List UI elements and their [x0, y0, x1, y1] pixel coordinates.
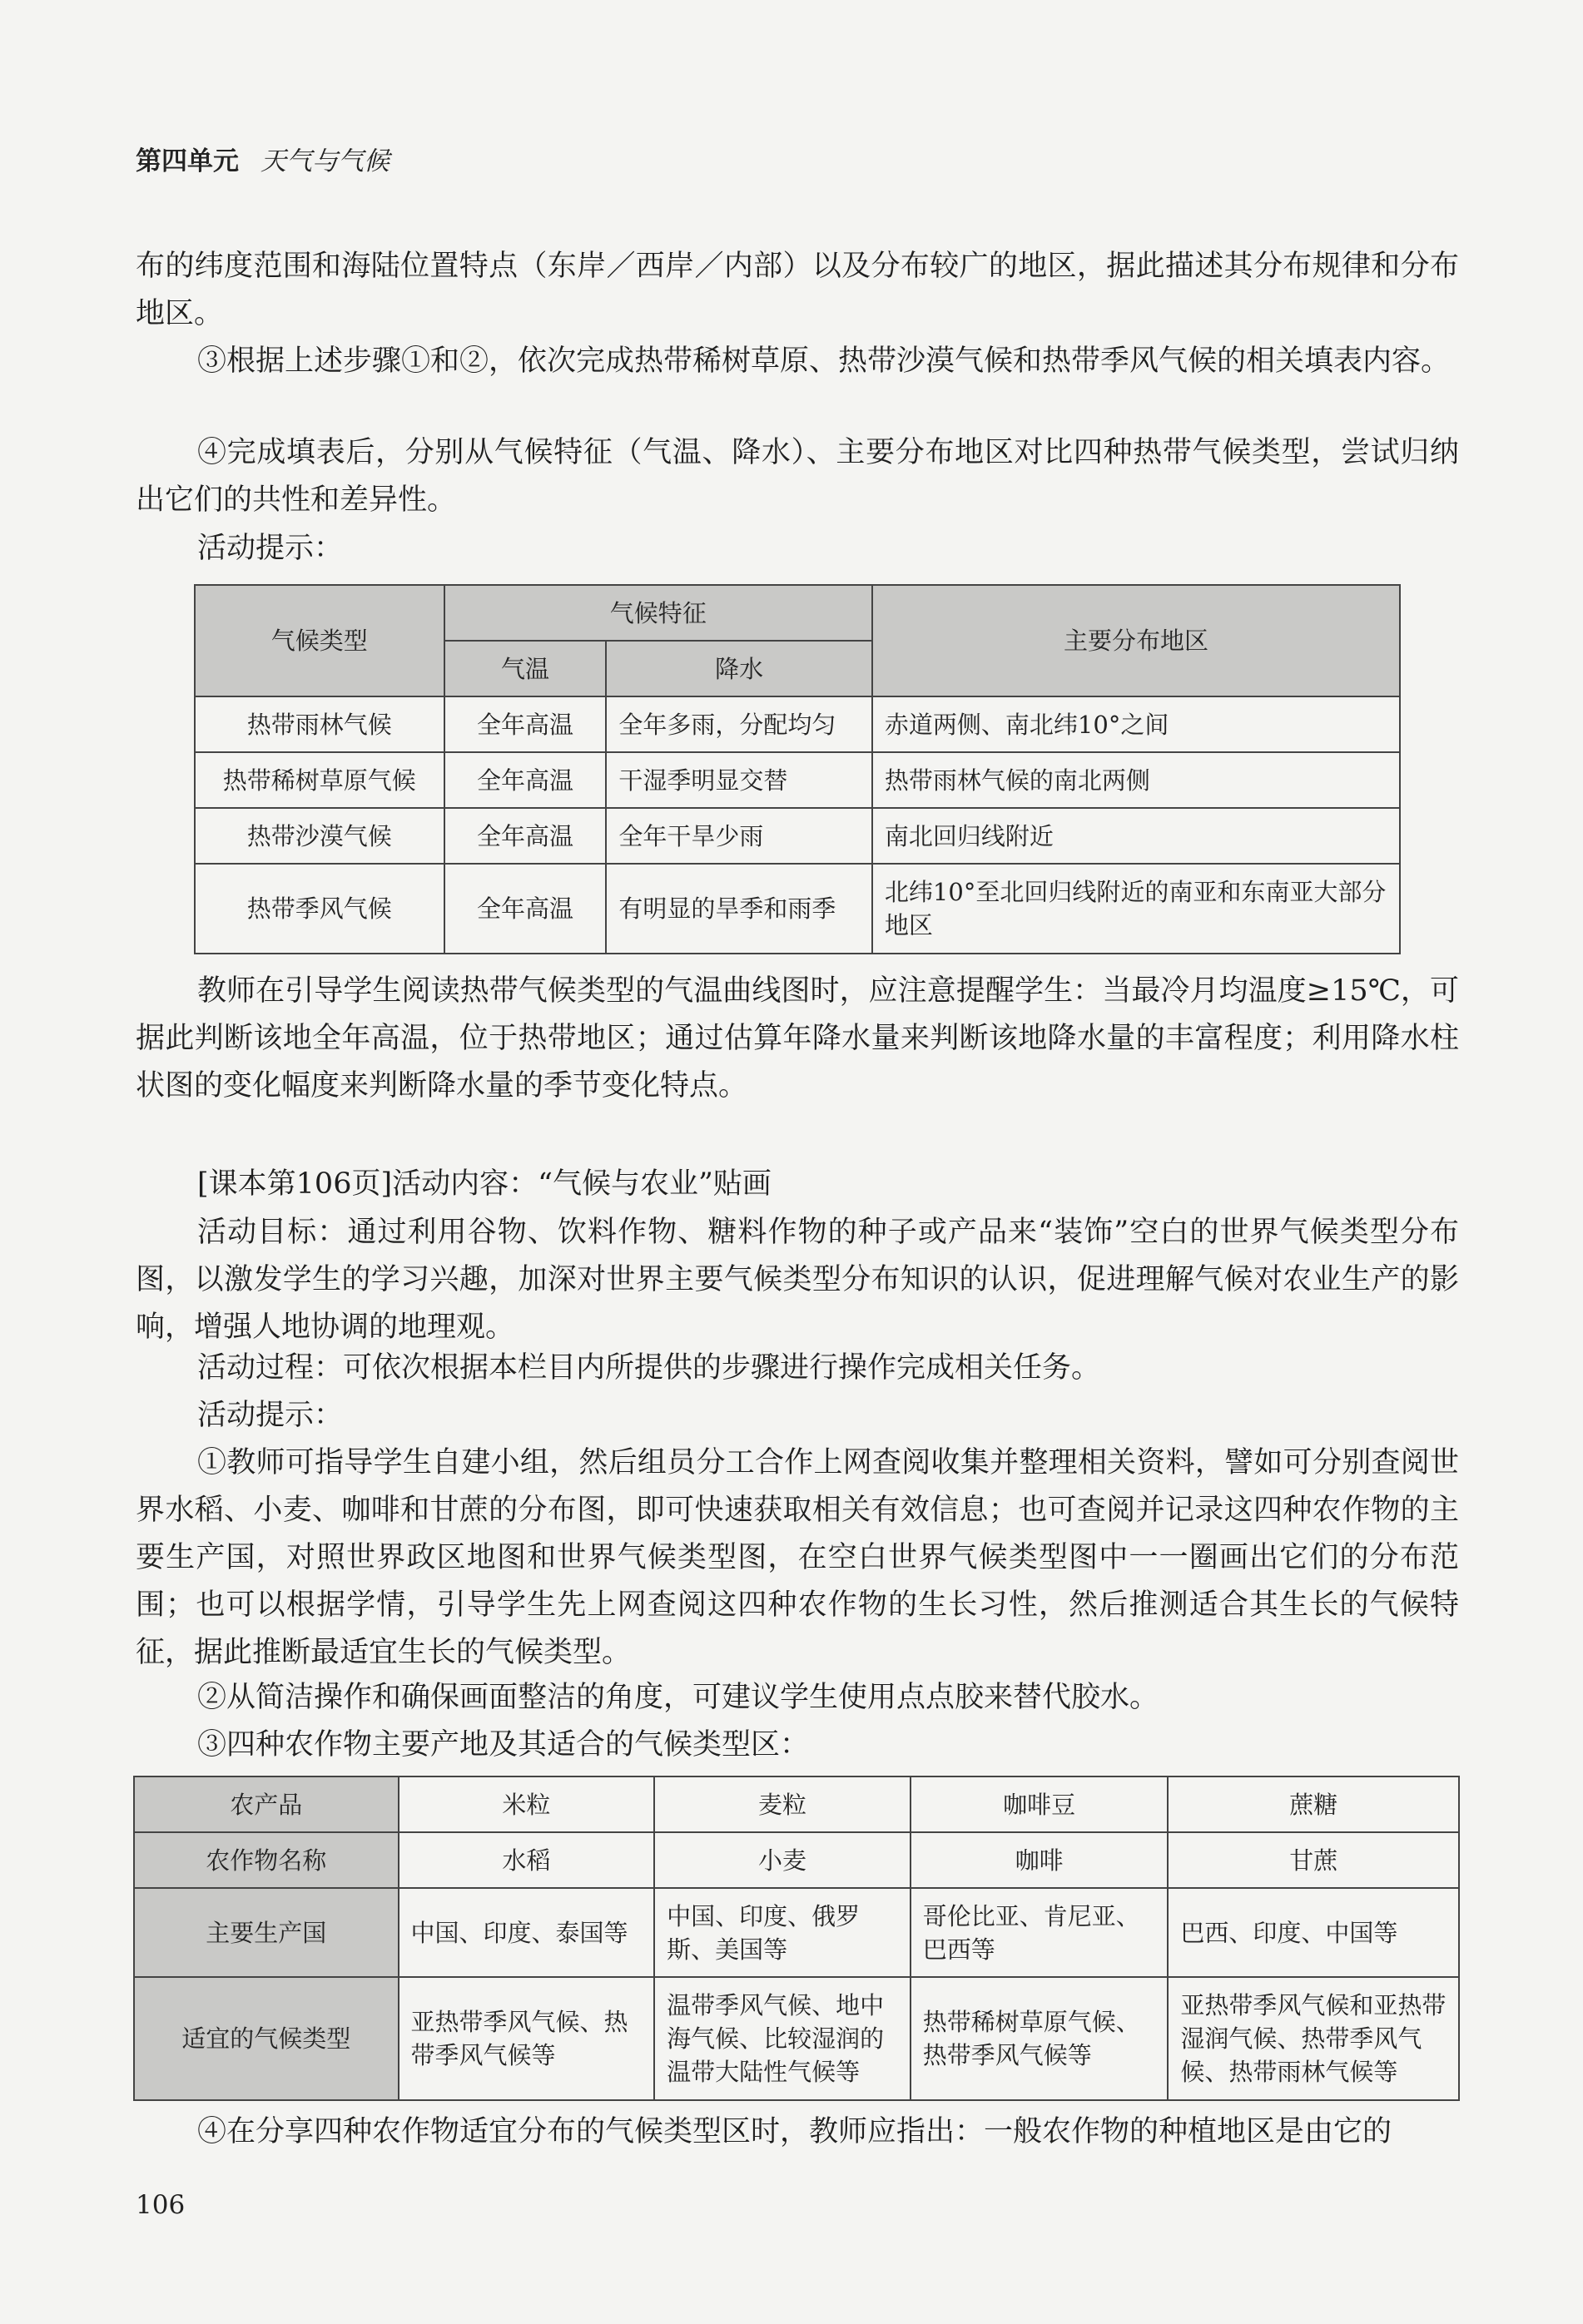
cell: 亚热带季风气候和亚热带湿润气候、热带季风气候、热带雨林气候等 [1168, 1977, 1459, 2100]
cell-type: 热带季风气候 [195, 864, 444, 954]
cell: 巴西、印度、中国等 [1168, 1888, 1459, 1977]
header-climate-features: 气候特征 [444, 585, 872, 641]
cell: 蔗糖 [1168, 1776, 1459, 1832]
cell: 中国、印度、泰国等 [399, 1888, 655, 1977]
paragraph: 活动提示： [197, 1399, 344, 1432]
cell-region: 赤道两侧、南北纬10°之间 [872, 696, 1400, 752]
table-row [195, 808, 1400, 864]
paragraph: 教师在引导学生阅读热带气候类型的气温曲线图时，应注意提醒学生：当最冷月均温度≥15℃，可据此判断该地全年高温，位于热带地区；通过估算年降水量来判断该地降水量的丰富程度；利用降水柱状图的变化幅度来判断降水量的季节变化特点。 [136, 974, 1459, 1103]
page-number: 106 [136, 2190, 186, 2220]
cell-type: 热带雨林气候 [195, 696, 444, 752]
cell: 咖啡豆 [911, 1776, 1169, 1832]
activity-title: [课本第106页]活动内容：“气候与农业”贴画 [197, 1167, 772, 1201]
paragraph: 活动目标：通过利用谷物、饮料作物、糖料作物的种子或产品来“装饰”空白的世界气候类型分布图，以激发学生的学习兴趣，加深对世界主要气候类型分布知识的认识，促进理解气候对农业生产的影响，增强人地协调的地理观。 [136, 1216, 1459, 1344]
paragraph: ③四种农作物主要产地及其适合的气候类型区： [197, 1728, 810, 1762]
paragraph: 布的纬度范围和海陆位置特点（东岸／西岸／内部）以及分布较广的地区，据此描述其分布规律和分布地区。 [136, 250, 1459, 330]
cell: 咖啡 [911, 1832, 1169, 1888]
table-row [195, 696, 1400, 752]
unit-label: 第四单元 [136, 146, 239, 176]
cell: 中国、印度、俄罗斯、美国等 [654, 1888, 911, 1977]
paragraph: 活动提示： [197, 532, 344, 565]
row-label: 农作物名称 [134, 1832, 399, 1888]
table-row [134, 1888, 1459, 1977]
cell-temp: 全年高温 [444, 696, 607, 752]
cell-region: 热带雨林气候的南北两侧 [872, 752, 1400, 808]
cell: 热带稀树草原气候、热带季风气候等 [911, 1977, 1169, 2100]
header-temperature: 气温 [444, 641, 607, 696]
table-row [134, 1776, 1459, 1832]
table-row [134, 1832, 1459, 1888]
cell-region: 南北回归线附近 [872, 808, 1400, 864]
crop-climate-table [133, 1776, 1460, 2101]
table-row [195, 752, 1400, 808]
cell-precip: 有明显的旱季和雨季 [606, 864, 872, 954]
cell: 哥伦比亚、肯尼亚、巴西等 [911, 1888, 1169, 1977]
paragraph: ①教师可指导学生自建小组，然后组员分工合作上网查阅收集并整理相关资料，譬如可分别查阅世界水稻、小麦、咖啡和甘蔗的分布图，即可快速获取相关有效信息；也可查阅并记录这四种农作物的主要生产国，对照世界政区地图和世界气候类型图，在空白世界气候类型图中一一圈画出它们的分布范围；也可以根据学情，引导学生先上网查阅这四种农作物的生长习性，然后推测适合其生长的气候特征，据此推断最适宜生长的气候类型。 [136, 1446, 1459, 1669]
cell-precip: 全年多雨，分配均匀 [606, 696, 872, 752]
cell-precip: 全年干旱少雨 [606, 808, 872, 864]
cell-type: 热带稀树草原气候 [195, 752, 444, 808]
cell: 米粒 [399, 1776, 655, 1832]
row-label: 农产品 [134, 1776, 399, 1832]
table-row [195, 864, 1400, 954]
cell: 甘蔗 [1168, 1832, 1459, 1888]
cell-type: 热带沙漠气候 [195, 808, 444, 864]
cell-temp: 全年高温 [444, 808, 607, 864]
cell-temp: 全年高温 [444, 752, 607, 808]
cell: 水稻 [399, 1832, 655, 1888]
running-header [136, 140, 390, 177]
cell: 温带季风气候、地中海气候、比较湿润的温带大陆性气候等 [654, 1977, 911, 2100]
paragraph: ④在分享四种农作物适宜分布的气候类型区时，教师应指出：一般农作物的种植地区是由它的 [197, 2115, 1392, 2148]
cell: 麦粒 [654, 1776, 911, 1832]
unit-title: 天气与气候 [261, 146, 390, 176]
paragraph: 活动过程：可依次根据本栏目内所提供的步骤进行操作完成相关任务。 [197, 1351, 1101, 1385]
paragraph: ②从简洁操作和确保画面整洁的角度，可建议学生使用点点胶来替代胶水。 [197, 1681, 1159, 1714]
cell: 亚热带季风气候、热带季风气候等 [399, 1977, 655, 2100]
header-precipitation: 降水 [606, 641, 872, 696]
row-label: 适宜的气候类型 [134, 1977, 399, 2100]
paragraph: ③根据上述步骤①和②，依次完成热带稀树草原、热带沙漠气候和热带季风气候的相关填表内容。 [197, 344, 1451, 378]
header-climate-type: 气候类型 [195, 585, 444, 696]
table-row [134, 1977, 1459, 2100]
cell-region: 北纬10°至北回归线附近的南亚和东南亚大部分地区 [872, 864, 1400, 954]
cell: 小麦 [654, 1832, 911, 1888]
cell-temp: 全年高温 [444, 864, 607, 954]
paragraph: ④完成填表后，分别从气候特征（气温、降水）、主要分布地区对比四种热带气候类型，尝试归纳出它们的共性和差异性。 [136, 436, 1459, 517]
row-label: 主要生产国 [134, 1888, 399, 1977]
tropical-climate-table [194, 584, 1401, 954]
header-region: 主要分布地区 [872, 585, 1400, 696]
cell-precip: 干湿季明显交替 [606, 752, 872, 808]
